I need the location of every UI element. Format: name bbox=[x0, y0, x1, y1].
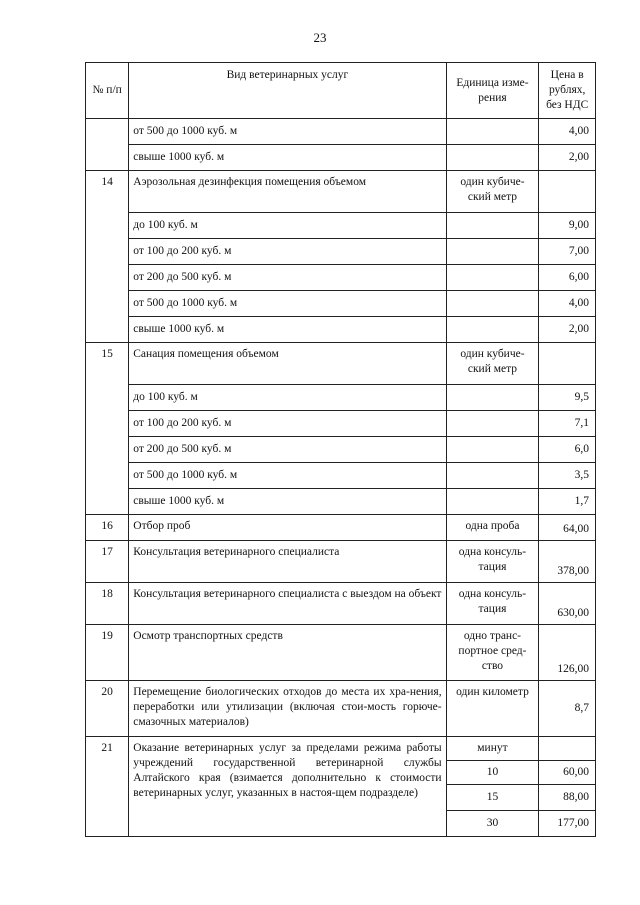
cell-name: Консультация ветеринарного специалиста bbox=[129, 541, 446, 583]
cell-name: от 500 до 1000 куб. м bbox=[129, 291, 446, 317]
cell-price: 4,00 bbox=[539, 119, 596, 145]
cell-num: 20 bbox=[86, 681, 129, 737]
cell-name: свыше 1000 куб. м bbox=[129, 145, 446, 171]
table-row bbox=[86, 437, 596, 463]
cell-unit-empty bbox=[446, 437, 539, 463]
cell-unit-empty bbox=[446, 489, 539, 515]
cell-unit: один километр bbox=[446, 681, 539, 737]
cell-num: 14 bbox=[86, 171, 129, 343]
cell-name: от 100 до 200 куб. м bbox=[129, 239, 446, 265]
table-row bbox=[86, 119, 596, 145]
cell-name: Осмотр транспортных средств bbox=[129, 625, 446, 681]
veterinary-services-price-table bbox=[85, 62, 596, 837]
cell-num: 18 bbox=[86, 583, 129, 625]
cell-unit: одна консуль-тация bbox=[446, 583, 539, 625]
cell-num: 19 bbox=[86, 625, 129, 681]
cell-price: 88,00 bbox=[539, 785, 596, 811]
cell-unit-empty bbox=[446, 213, 539, 239]
table-row bbox=[86, 681, 596, 737]
header-unit: Единица изме-рения bbox=[446, 63, 539, 119]
header-num: № п/п bbox=[86, 63, 129, 119]
cell-unit: один кубиче-ский метр bbox=[446, 343, 539, 385]
table-row bbox=[86, 145, 596, 171]
cell-unit-empty bbox=[446, 385, 539, 411]
cell-price: 126,00 bbox=[539, 625, 596, 681]
table-row bbox=[86, 411, 596, 437]
cell-num: 21 bbox=[86, 737, 129, 837]
header-service-type: Вид ветеринарных услуг bbox=[129, 63, 446, 119]
cell-name: свыше 1000 куб. м bbox=[129, 489, 446, 515]
table-row bbox=[86, 583, 596, 625]
table-header-row bbox=[86, 63, 596, 119]
cell-price: 4,00 bbox=[539, 291, 596, 317]
cell-unit-empty bbox=[446, 291, 539, 317]
cell-price: 630,00 bbox=[539, 583, 596, 625]
cell-unit: один кубиче-ский метр bbox=[446, 171, 539, 213]
cell-num-empty bbox=[86, 119, 129, 171]
cell-price: 7,1 bbox=[539, 411, 596, 437]
table-row bbox=[86, 515, 596, 541]
cell-name: Оказание ветеринарных услуг за пределами режима работы учреждений государственной ветеринарной службы Алтайского края (взимается дополнительно к стоимости ветеринарных услуг, указанных в настоя-щем подразделе) bbox=[129, 737, 446, 837]
cell-price: 64,00 bbox=[539, 515, 596, 541]
cell-unit-empty bbox=[446, 119, 539, 145]
cell-price: 2,00 bbox=[539, 317, 596, 343]
table-row bbox=[86, 541, 596, 583]
cell-unit: одно транс-портное сред-ство bbox=[446, 625, 539, 681]
page-number: 23 bbox=[313, 30, 327, 45]
table-row bbox=[86, 171, 596, 213]
table-row bbox=[86, 239, 596, 265]
cell-name: Аэрозольная дезинфекция помещения объемом bbox=[129, 171, 446, 213]
cell-name: от 100 до 200 куб. м bbox=[129, 411, 446, 437]
table-row bbox=[86, 317, 596, 343]
cell-price: 2,00 bbox=[539, 145, 596, 171]
cell-unit: 15 bbox=[446, 785, 539, 811]
table-row bbox=[86, 291, 596, 317]
table-row bbox=[86, 489, 596, 515]
cell-unit-empty bbox=[446, 463, 539, 489]
cell-price: 7,00 bbox=[539, 239, 596, 265]
cell-name: до 100 куб. м bbox=[129, 385, 446, 411]
cell-name: Санация помещения объемом bbox=[129, 343, 446, 385]
cell-name: Перемещение биологических отходов до места их хра-нения, переработки или утилизации (включая стои-мость горюче-смазочных материалов) bbox=[129, 681, 446, 737]
cell-unit-empty bbox=[446, 145, 539, 171]
cell-price: 177,00 bbox=[539, 811, 596, 837]
cell-name: от 200 до 500 куб. м bbox=[129, 265, 446, 291]
cell-unit-empty bbox=[446, 239, 539, 265]
cell-unit-empty bbox=[446, 317, 539, 343]
table-row bbox=[86, 385, 596, 411]
cell-unit: 30 bbox=[446, 811, 539, 837]
cell-name: свыше 1000 куб. м bbox=[129, 317, 446, 343]
cell-price-empty bbox=[539, 171, 596, 213]
cell-price: 8,7 bbox=[539, 681, 596, 737]
cell-name: Отбор проб bbox=[129, 515, 446, 541]
table-row bbox=[86, 625, 596, 681]
cell-price-empty bbox=[539, 343, 596, 385]
cell-name: Консультация ветеринарного специалиста с выездом на объект bbox=[129, 583, 446, 625]
cell-unit: одна консуль-тация bbox=[446, 541, 539, 583]
table-row bbox=[86, 463, 596, 489]
table-row bbox=[86, 213, 596, 239]
cell-name: до 100 куб. м bbox=[129, 213, 446, 239]
cell-price: 3,5 bbox=[539, 463, 596, 489]
cell-price-empty bbox=[539, 737, 596, 761]
cell-name: от 200 до 500 куб. м bbox=[129, 437, 446, 463]
cell-price: 6,00 bbox=[539, 265, 596, 291]
cell-num: 15 bbox=[86, 343, 129, 515]
cell-price: 1,7 bbox=[539, 489, 596, 515]
cell-name: от 500 до 1000 куб. м bbox=[129, 119, 446, 145]
cell-unit: 10 bbox=[446, 761, 539, 785]
cell-unit-header: минут bbox=[446, 737, 539, 761]
cell-num: 16 bbox=[86, 515, 129, 541]
cell-price: 6,0 bbox=[539, 437, 596, 463]
table-row bbox=[86, 343, 596, 385]
cell-price: 378,00 bbox=[539, 541, 596, 583]
table-row bbox=[86, 737, 596, 761]
cell-name: от 500 до 1000 куб. м bbox=[129, 463, 446, 489]
header-price: Цена в рублях, без НДС bbox=[539, 63, 596, 119]
cell-num: 17 bbox=[86, 541, 129, 583]
cell-unit-empty bbox=[446, 411, 539, 437]
cell-price: 9,5 bbox=[539, 385, 596, 411]
cell-price: 60,00 bbox=[539, 761, 596, 785]
cell-unit-empty bbox=[446, 265, 539, 291]
cell-unit: одна проба bbox=[446, 515, 539, 541]
table-row bbox=[86, 265, 596, 291]
cell-price: 9,00 bbox=[539, 213, 596, 239]
